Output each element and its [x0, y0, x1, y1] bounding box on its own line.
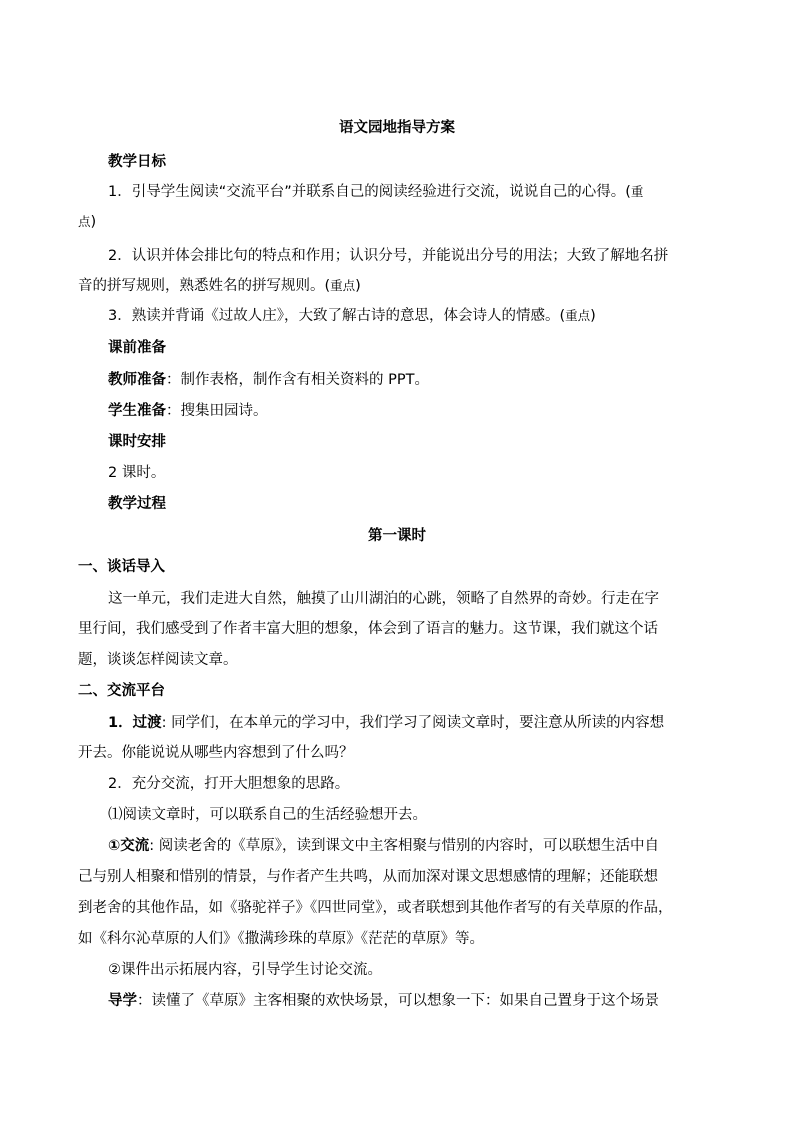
exchange-cont: 到老舍的其他作品，如《骆驼祥子》《四世同堂》，或者联想到其他作者写的有关草原的作品， [78, 900, 673, 916]
courseware-step: ②课件出示拓展内容，引导学生讨论交流。 [108, 962, 382, 978]
transition-line [108, 713, 722, 733]
teacher-prep-text: ：制作表格，制作含有相关资料的 PPT。 [166, 372, 429, 388]
objective-2-text: 音的拼写规则，熟悉姓名的拼写规则。( [78, 278, 331, 294]
guide-line [108, 991, 722, 1011]
objective-1-text: 1．引导学生阅读“交流平台”并联系自己的阅读经验进行交流，说说自己的心得。( [108, 184, 631, 200]
step-2: 2．充分交流，打开大胆想象的思路。 [108, 776, 350, 792]
process-heading: 教学过程 [108, 496, 166, 512]
objective-2-close: ) [355, 278, 361, 294]
exchange-text: : 阅读老舍的《草原》，读到课文中主客相聚与惜别的内容时，可以联想生活中自 [149, 838, 660, 854]
student-prep-label: 学生准备 [108, 403, 166, 419]
exchange-label: ①交流 [108, 838, 150, 854]
objective-1-close: ) [90, 214, 97, 230]
section-2-heading: 二、交流平台 [78, 683, 165, 699]
key-point-mark: 重点 [565, 308, 591, 323]
section-1-para-line: 里行间，我们感受到了作者丰富大胆的想象，体会到了语言的魅力。这节课，我们就这个话 [78, 621, 658, 637]
student-prep-text: ：搜集田园诗。 [166, 403, 268, 419]
page-title: 语文园地指导方案 [339, 120, 455, 136]
objective-1 [108, 182, 722, 202]
key-point-mark: 点 [78, 214, 91, 229]
key-point-mark: 重 [630, 184, 644, 199]
section-1-para-line: 题，谈谈怎样阅读文章。 [78, 652, 238, 668]
transition-text: : 同学们，在本单元的学习中，我们学习了阅读文章时，要注意从所读的内容想 [161, 715, 665, 731]
teacher-prep-label: 教师准备 [108, 372, 166, 388]
objective-3-text: 3．熟读并背诵《过故人庄》，大致了解古诗的意思，体会诗人的情感。( [108, 308, 566, 324]
schedule-heading: 课时安排 [108, 434, 166, 450]
guide-text: ：读懂了《草原》主客相聚的欢快场景，可以想象一下：如果自己置身于这个场景 [137, 993, 659, 1009]
objective-2-cont [78, 276, 692, 296]
exchange-cont: 己与别人相聚和惜别的情景，与作者产生共鸣，从而加深对课文思想感情的理解；还能联想 [78, 869, 658, 885]
objective-3-close: ) [590, 308, 596, 324]
schedule-text: 2 课时。 [108, 465, 166, 481]
transition-cont: 开去。你能说说从哪些内容想到了什么吗？ [78, 745, 354, 761]
student-prep [108, 401, 722, 421]
guide-label: 导学 [108, 993, 137, 1009]
objective-3 [108, 306, 722, 326]
section-1-heading: 一、谈话导入 [78, 559, 165, 575]
objective-1-cont [78, 212, 692, 232]
step-2-1: ⑴阅读文章时，可以联系自己的生活经验想开去。 [108, 807, 427, 823]
teacher-prep [108, 370, 722, 390]
section-1-para-line: 这一单元，我们走进大自然，触摸了山川湖泊的心跳，领略了自然界的奇妙。行走在字 [108, 591, 659, 607]
prep-heading: 课前准备 [108, 340, 166, 356]
exchange-cont: 如《科尔沁草原的人们》《撒满珍珠的草原》《茫茫的草原》等。 [78, 931, 484, 947]
exchange-line [108, 836, 722, 856]
objective-2: 2．认识并体会排比句的特点和作用；认识分号，并能说出分号的用法；大致了解地名拼 [108, 248, 669, 264]
transition-label: 1．过渡 [108, 715, 162, 731]
key-point-mark: 重点 [330, 278, 356, 293]
lesson-1-heading: 第一课时 [368, 528, 426, 544]
objectives-heading: 教学日标 [108, 154, 166, 170]
